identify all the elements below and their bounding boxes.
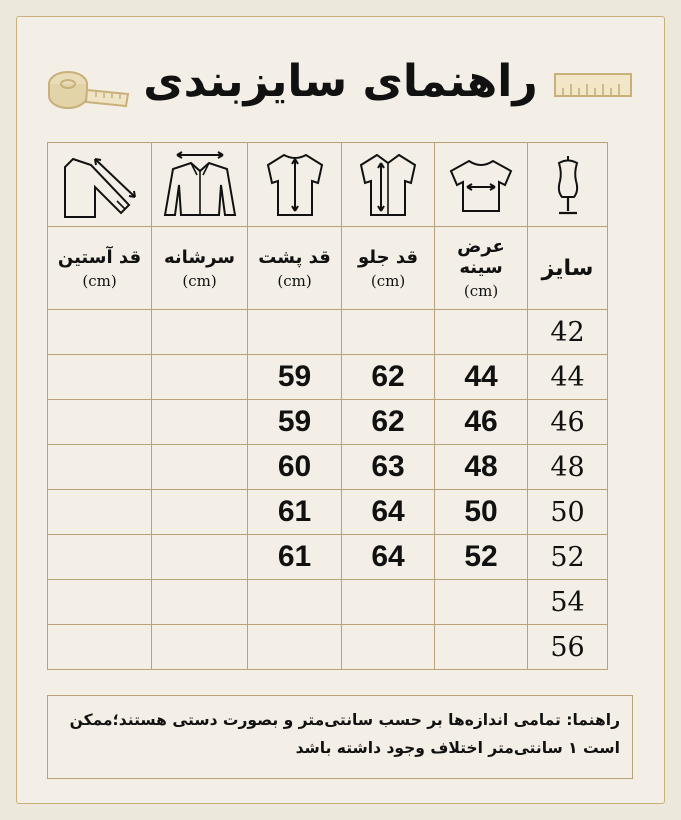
- cell-chest: 50: [435, 490, 528, 535]
- dress-form-icon: [528, 153, 607, 217]
- cell-sleeve: [48, 310, 152, 355]
- table-row: [48, 310, 608, 355]
- cell-shoulder: [152, 445, 248, 490]
- cell-shoulder: [152, 535, 248, 580]
- cell-size: 48: [528, 445, 608, 490]
- note-line-1: راهنما: تمامی اندازه‌ها بر حسب سانتی‌متر و بصورت دستی هستند؛ممکن: [69, 711, 620, 729]
- note-line-2: است ۱ سانتی‌متر اختلاف وجود داشته باشد: [295, 739, 620, 757]
- size-note: [47, 695, 633, 779]
- cell-chest: [435, 310, 528, 355]
- cell-shoulder: [152, 355, 248, 400]
- cell-front: [342, 580, 435, 625]
- header-front-length: قد جلو (cm): [342, 227, 435, 310]
- table-row: [48, 580, 608, 625]
- table-row: [48, 355, 608, 400]
- cell-size: 50: [528, 490, 608, 535]
- table-row: [48, 400, 608, 445]
- header-shoulder: سرشانه (cm): [152, 227, 248, 310]
- cell-size: 46: [528, 400, 608, 445]
- cell-shoulder: [152, 580, 248, 625]
- shoulder-icon-cell: [152, 143, 248, 227]
- cell-size: 52: [528, 535, 608, 580]
- cell-back: 61: [248, 490, 342, 535]
- cell-shoulder: [152, 625, 248, 670]
- cell-chest: 44: [435, 355, 528, 400]
- table-row: [48, 535, 608, 580]
- size-icon-cell: [528, 143, 608, 227]
- cell-sleeve: [48, 535, 152, 580]
- cell-shoulder: [152, 400, 248, 445]
- cell-size: 44: [528, 355, 608, 400]
- cell-back: [248, 625, 342, 670]
- header: [0, 52, 681, 122]
- cell-size: 42: [528, 310, 608, 355]
- cell-chest: [435, 625, 528, 670]
- cell-shoulder: [152, 490, 248, 535]
- sleeve-length-icon: [48, 149, 151, 221]
- table-row: [48, 490, 608, 535]
- cell-front: 64: [342, 490, 435, 535]
- cell-shoulder: [152, 310, 248, 355]
- shirt-shoulder-width-icon: [152, 149, 247, 221]
- cell-sleeve: [48, 445, 152, 490]
- cell-front: 62: [342, 400, 435, 445]
- cell-front: [342, 625, 435, 670]
- cell-chest: 52: [435, 535, 528, 580]
- cell-back: 60: [248, 445, 342, 490]
- header-sleeve-length: قد آستین (cm): [48, 227, 152, 310]
- page-title: راهنمای سایزبندی: [143, 56, 538, 107]
- cell-sleeve: [48, 490, 152, 535]
- header-back-length: قد پشت (cm): [248, 227, 342, 310]
- cell-front: 64: [342, 535, 435, 580]
- cell-sleeve: [48, 625, 152, 670]
- cell-front: 62: [342, 355, 435, 400]
- chest-icon-cell: [435, 143, 528, 227]
- cell-front: 63: [342, 445, 435, 490]
- cell-sleeve: [48, 355, 152, 400]
- header-chest: عرض سینه (cm): [435, 227, 528, 310]
- cell-back: 59: [248, 400, 342, 445]
- cell-sleeve: [48, 400, 152, 445]
- back-icon-cell: [248, 143, 342, 227]
- shirt-front-length-icon: [342, 149, 434, 221]
- ruler-icon: [554, 72, 634, 104]
- cell-size: 56: [528, 625, 608, 670]
- table-row: [48, 625, 608, 670]
- front-icon-cell: [342, 143, 435, 227]
- cell-sleeve: [48, 580, 152, 625]
- cell-back: 61: [248, 535, 342, 580]
- sleeve-icon-cell: [48, 143, 152, 227]
- table-row: [48, 445, 608, 490]
- cell-chest: 48: [435, 445, 528, 490]
- cell-back: [248, 580, 342, 625]
- cell-back: [248, 310, 342, 355]
- cell-back: 59: [248, 355, 342, 400]
- tshirt-chest-width-icon: [435, 155, 527, 215]
- cell-chest: [435, 580, 528, 625]
- header-size: سایز: [528, 227, 608, 310]
- cell-chest: 46: [435, 400, 528, 445]
- shirt-back-length-icon: [248, 149, 341, 221]
- cell-size: 54: [528, 580, 608, 625]
- size-table: [47, 142, 608, 670]
- cell-front: [342, 310, 435, 355]
